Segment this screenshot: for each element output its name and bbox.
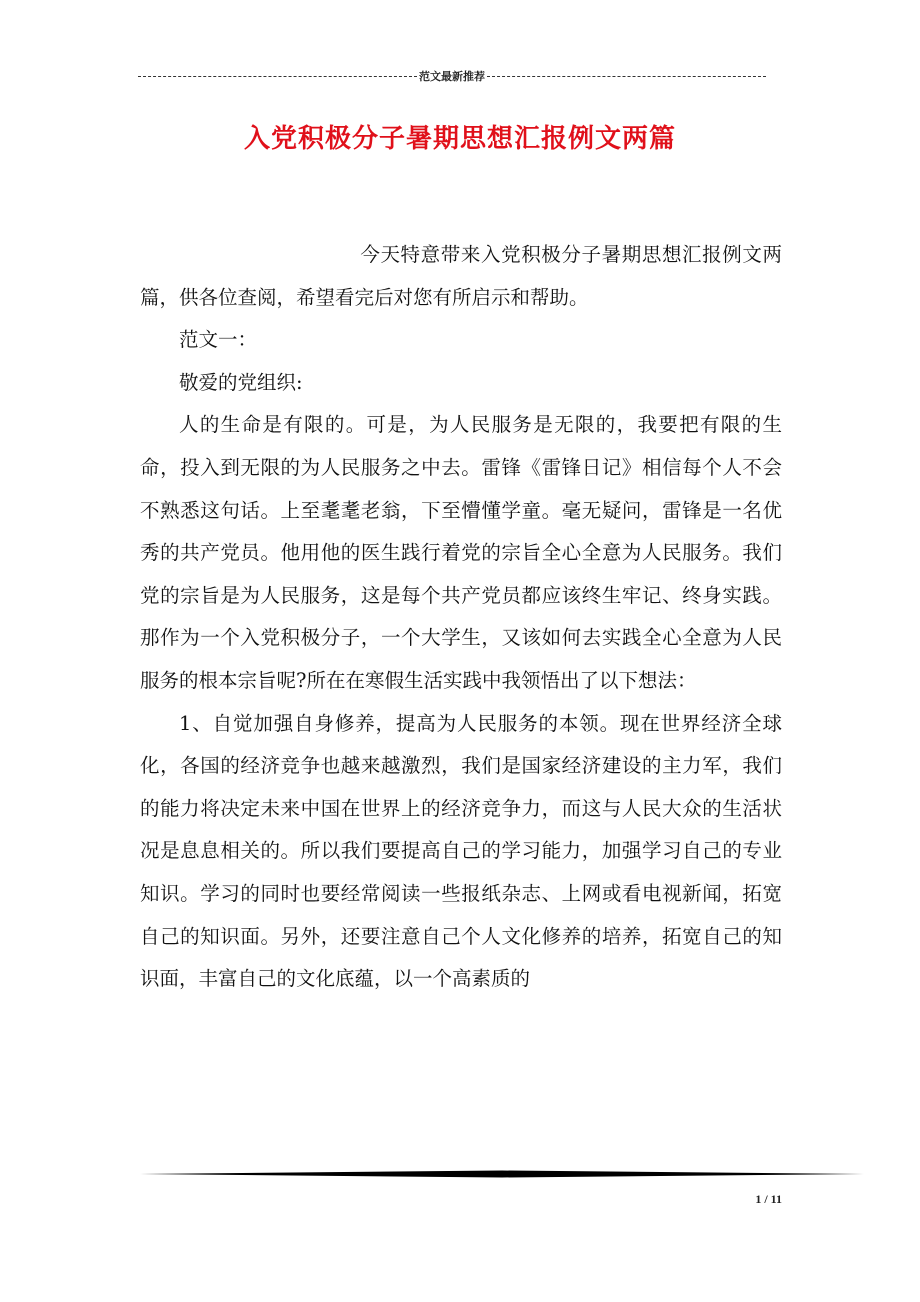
- page-header: [138, 66, 766, 86]
- document-title: 入党积极分子暑期思想汇报例文两篇: [243, 124, 676, 154]
- intro-paragraph: 今天特意带来入党积极分子暑期思想汇报例文两篇，供各位查阅，希望看完后对您有所启示和帮助。: [140, 243, 782, 309]
- salutation: 敬爱的党组织:: [179, 370, 303, 394]
- document-body: [140, 234, 782, 1001]
- body-paragraph-2: 1、自觉加强自身修养，提高为人民服务的本领。现在世界经济全球化，各国的经济竞争也越来越激烈，我们是国家经济建设的主力军，我们的能力将决定未来中国在世界上的经济竞争力，而这与人民大众的生活状况是息息相关的。所以我们要提高自己的学习能力，加强学习自己的专业知识。学习的同时也要经常阅读一些报纸杂志、上网或看电视新闻，拓宽自己的知识面。另外，还要注意自己个人文化修养的培养，拓宽自己的知识面，丰富自己的文化底蕴，以一个高素质的: [140, 711, 782, 991]
- body-paragraph-1: 人的生命是有限的。可是，为人民服务是无限的，我要把有限的生命，投入到无限的为人民服务之中去。雷锋《雷锋日记》相信每个人不会不熟悉这句话。上至耄耄老翁，下至懵懂学童。毫无疑问，雷锋是一名优秀的共产党员。他用他的医生践行着党的宗旨全心全意为人民服务。我们党的宗旨是为人民服务，这是每个共产党员都应该终生牢记、终身实践。那作为一个入党积极分子，一个大学生，又该如何去实践全心全意为人民服务的根本宗旨呢?所在在寒假生活实践中我领悟出了以下想法：: [140, 413, 782, 692]
- footer-rule: [140, 1170, 864, 1178]
- sample-heading: 范文一：: [179, 328, 258, 352]
- header-dash-left: [138, 76, 417, 77]
- page-number: 1 / 11: [755, 1192, 782, 1206]
- header-label: 范文最新推荐: [419, 71, 485, 83]
- header-dash-right: [487, 76, 766, 77]
